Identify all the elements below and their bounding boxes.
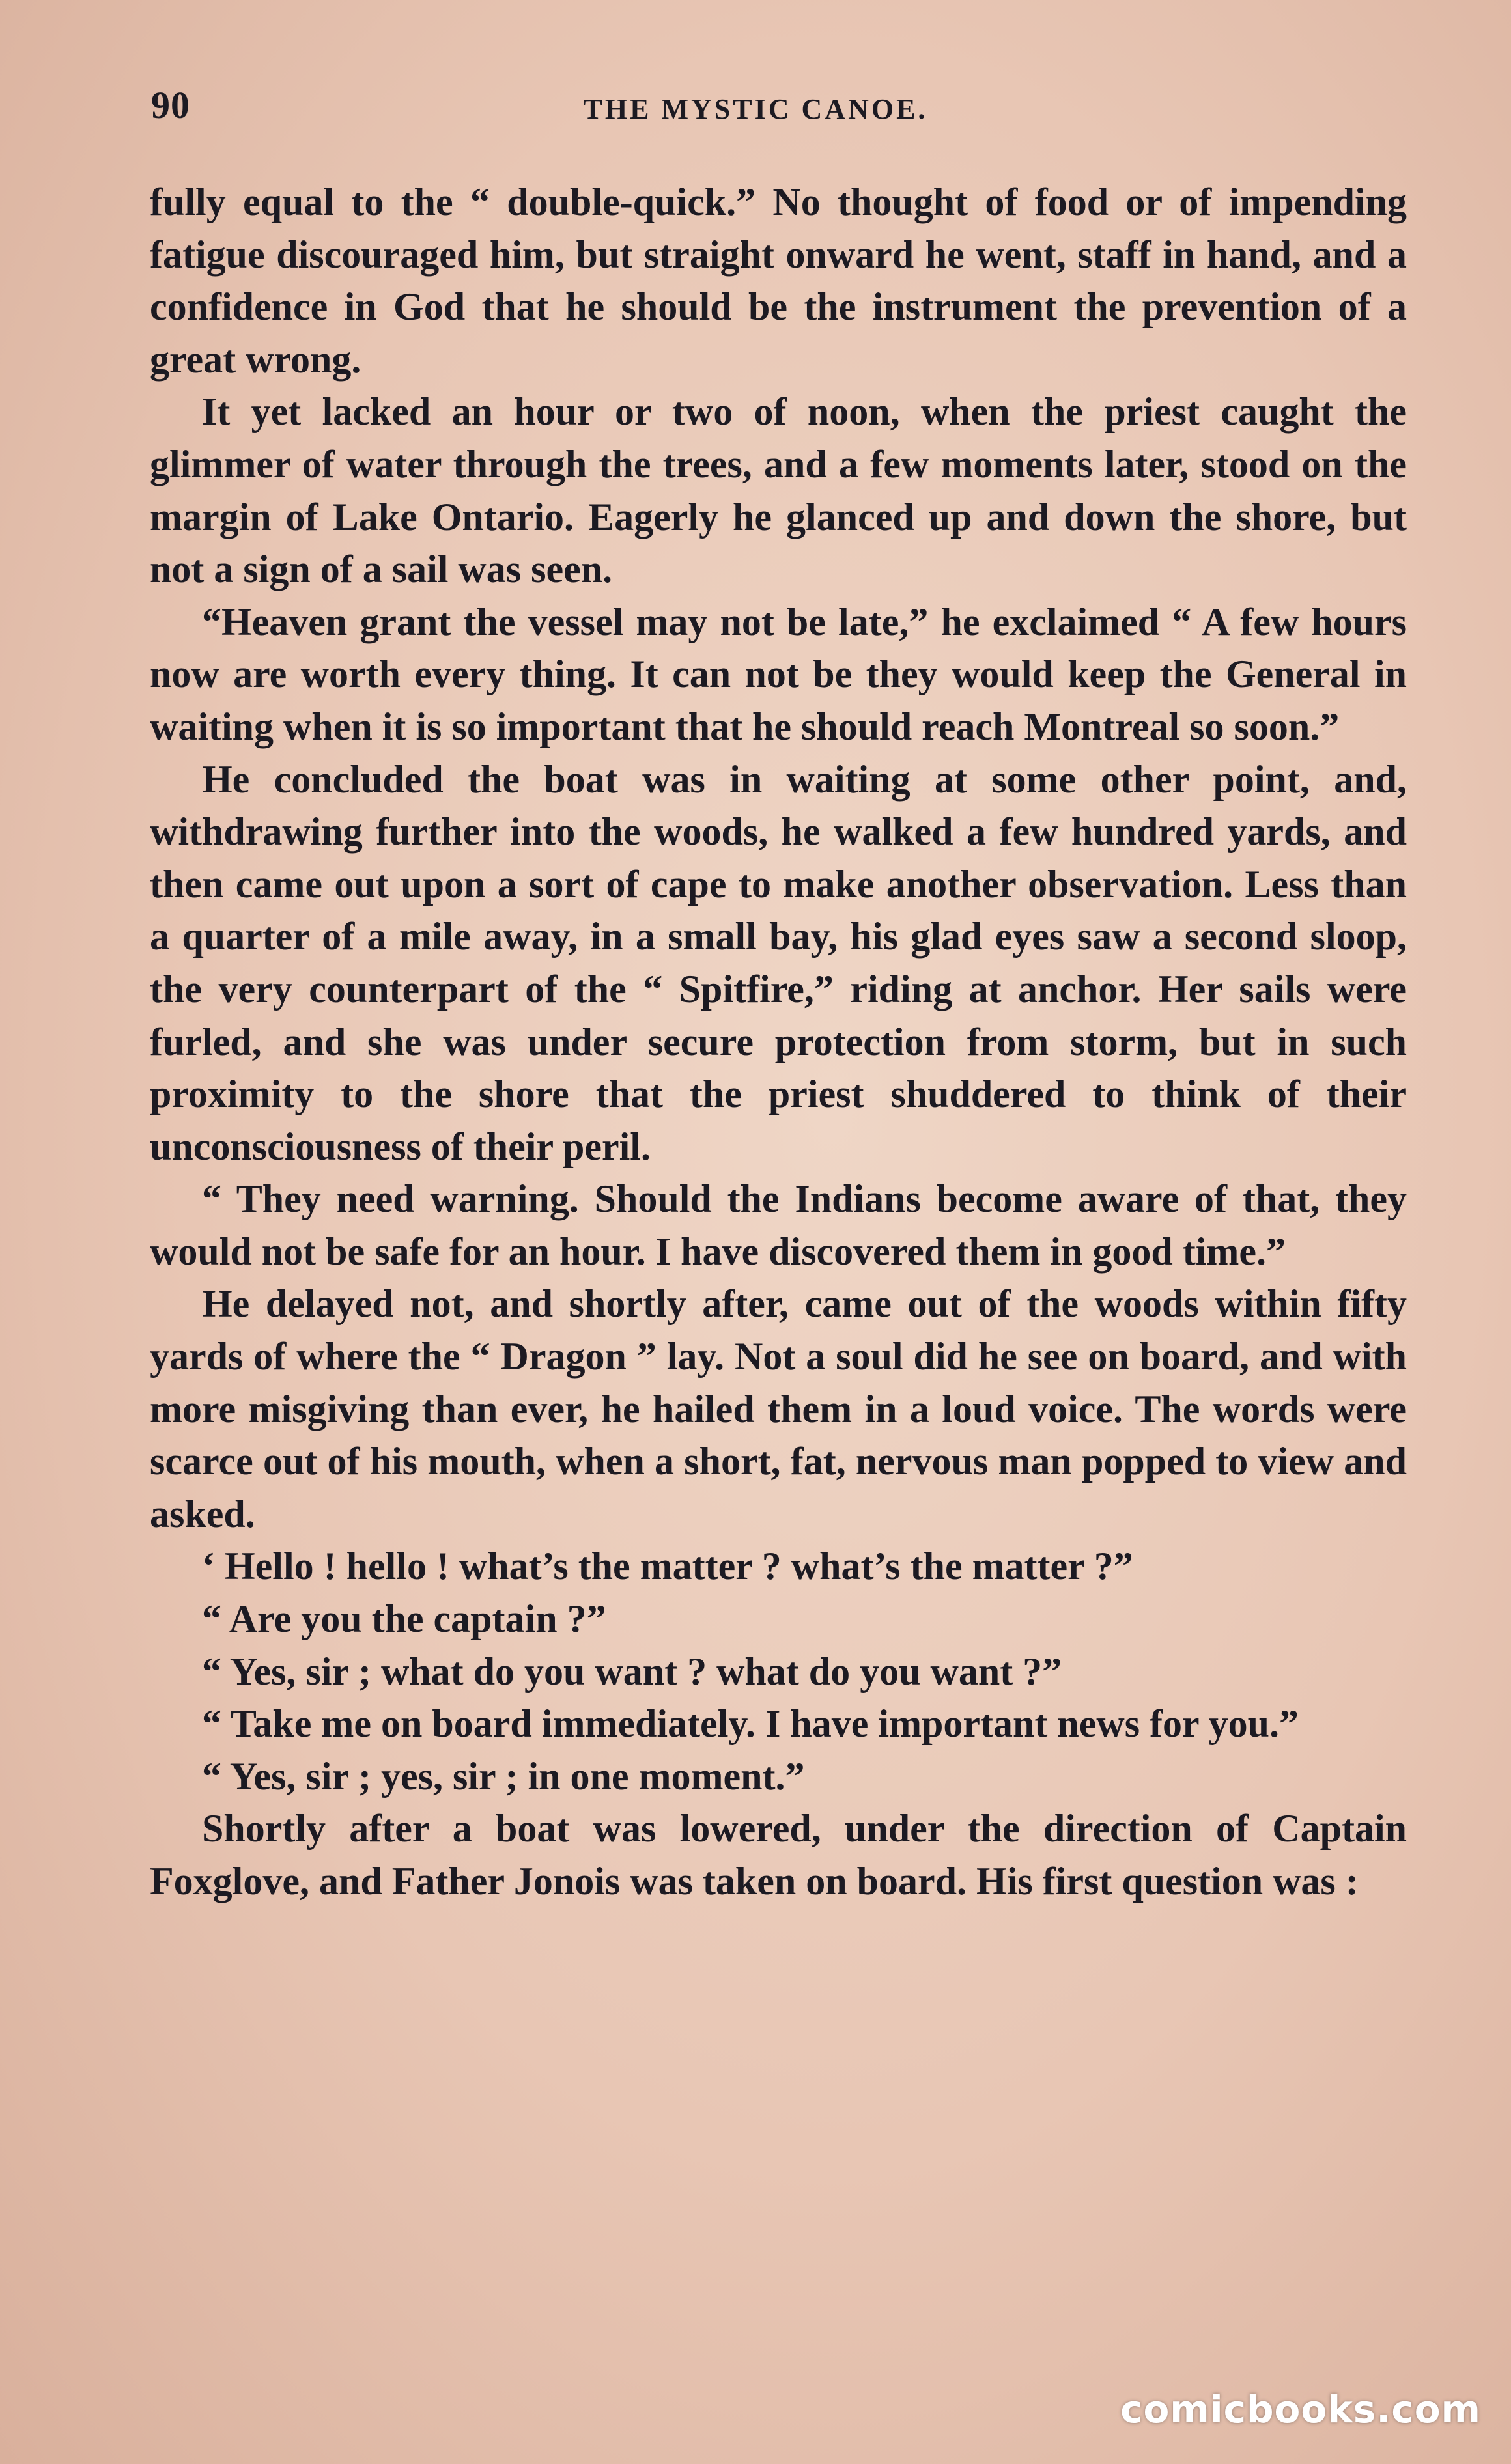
body-text xyxy=(150,176,1407,1908)
dialogue-line: “ Yes, sir ; yes, sir ; in one moment.” xyxy=(202,1754,805,1798)
paragraph: It yet lacked an hour or two of noon, when the priest caught the glimmer of water through the trees, and a few moments later, stood on the margin of Lake Ontario. Eagerly he glanced up and down the shore, but not a sign of a sail was seen. xyxy=(150,390,1407,591)
paragraph: He delayed not, and shortly after, came out of the woods within fifty yards of where the “ Dragon ” lay. Not a soul did he see on board, and with more misgiving than ever, he hailed them in a loud voice. The words were scarce out of his mouth, when a short, fat, nervous man popped to view and asked. xyxy=(150,1282,1407,1535)
paragraph: fully equal to the “ double-quick.” No thought of food or of impending fatigue discouraged him, but straight onward he went, staff in hand, and a confidence in God that he should be the instrument the prevention of a great wrong. xyxy=(150,180,1407,381)
watermark: comicbooks.com xyxy=(1120,2387,1481,2431)
paragraph: Shortly after a boat was lowered, under the direction of Captain Foxglove, and Father Jonois was taken on board. His first question was : xyxy=(150,1807,1407,1903)
dialogue-line: ‘ Hello ! hello ! what’s the matter ? what’s the matter ?” xyxy=(202,1545,1133,1588)
paragraph: He concluded the boat was in waiting at some other point, and, withdrawing further into the woods, he walked a few hundred yards, and then came out upon a sort of cape to make another observation. Less than a quarter of a mile away, in a small bay, his glad eyes saw a second sloop, the very counterpart of the “ Spitfire,” riding at anchor. Her sails were furled, and she was under secure protection from storm, but in such proximity to the shore that the priest shuddered to think of their unconsciousness of their peril. xyxy=(150,757,1407,1168)
paragraph: “Heaven grant the vessel may not be late,” he exclaimed “ A few hours now are worth every thing. It can not be they would keep the General in waiting when it is so important that he should reach Montreal so soon.” xyxy=(150,600,1407,748)
dialogue-line: “ Take me on board immediately. I have important news for you.” xyxy=(202,1702,1299,1746)
dialogue-line: “ Are you the captain ?” xyxy=(202,1597,606,1641)
paragraph: “ They need warning. Should the Indians become aware of that, they would not be safe for an hour. I have discovered them in good time.” xyxy=(150,1177,1407,1273)
running-title: THE MYSTIC CANOE. xyxy=(583,93,928,125)
dialogue-line: “ Yes, sir ; what do you want ? what do you want ?” xyxy=(202,1649,1062,1693)
page-number: 90 xyxy=(151,84,190,126)
